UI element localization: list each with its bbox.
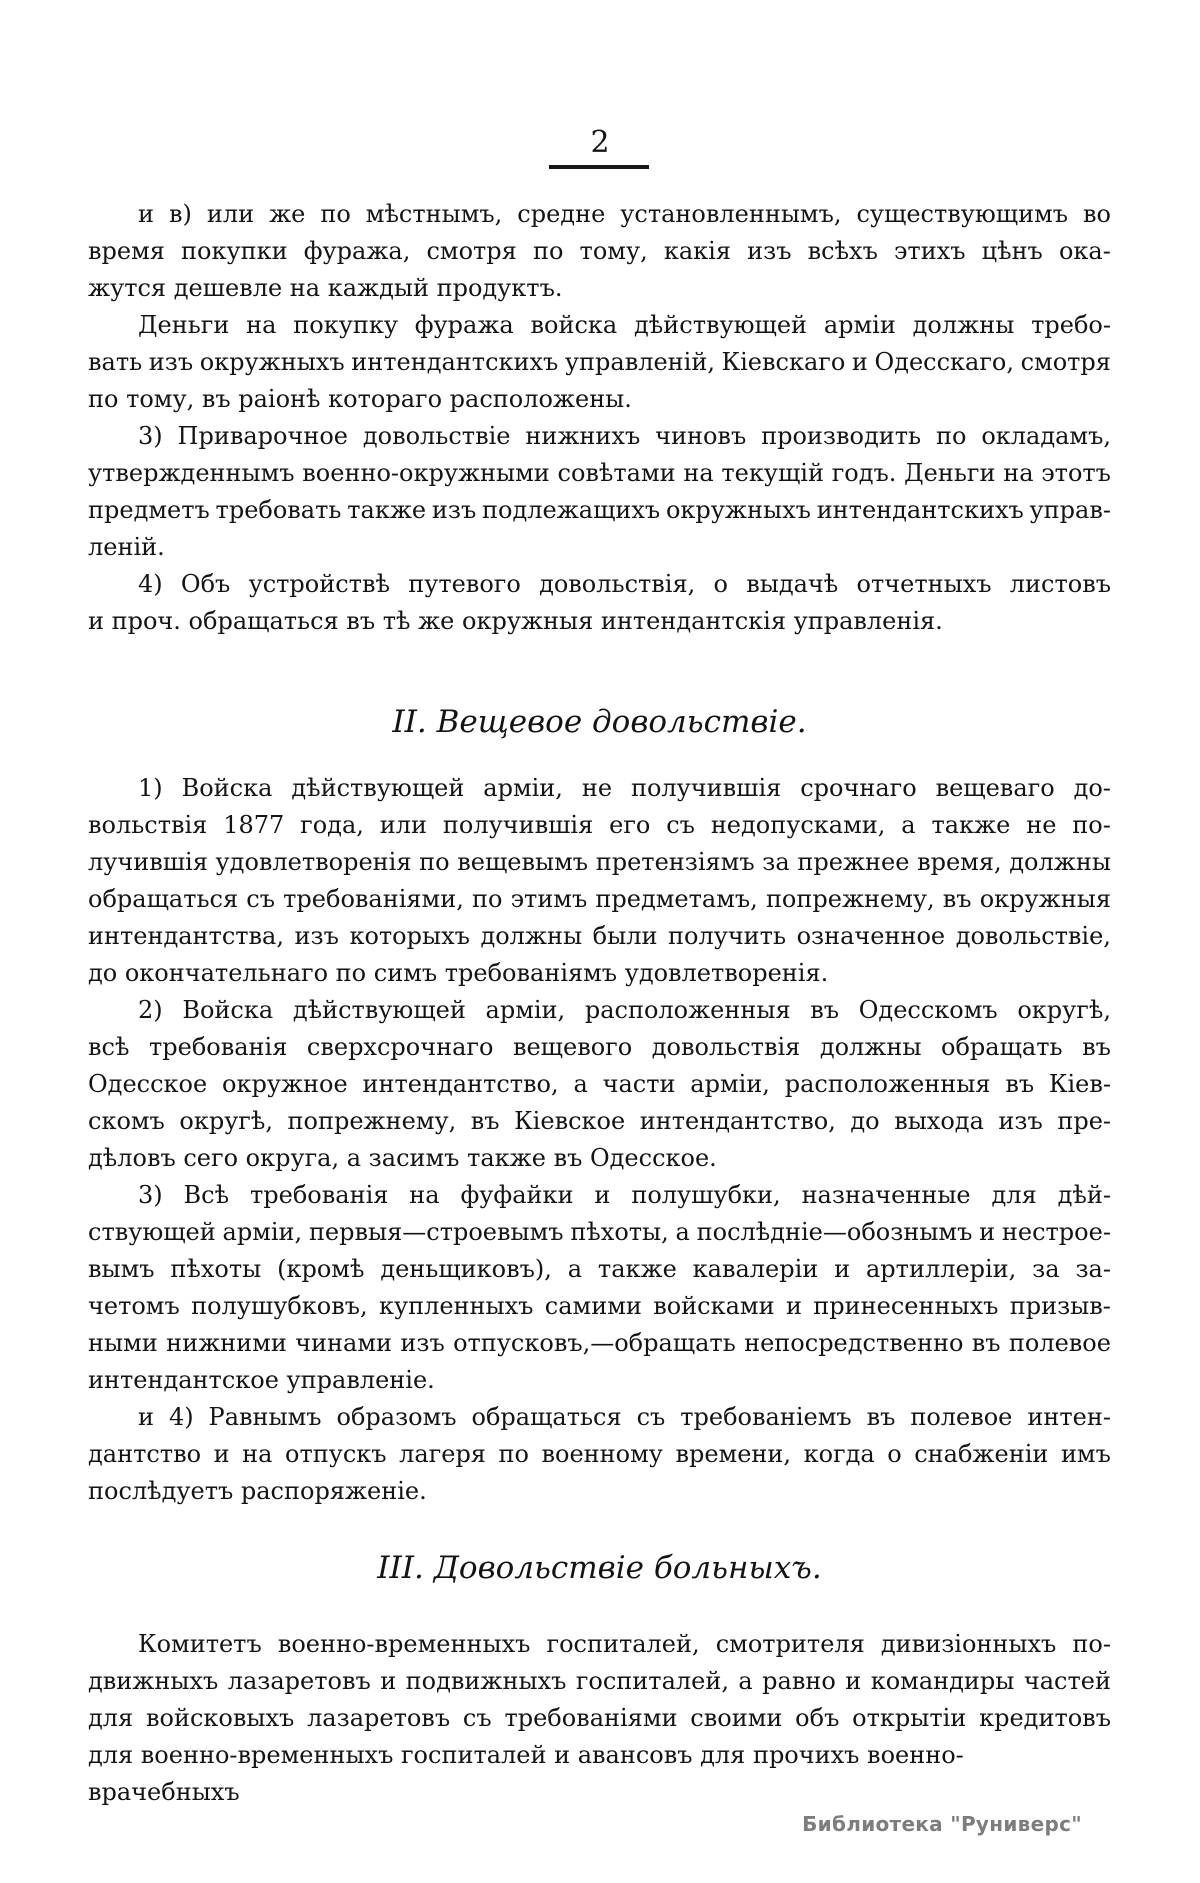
text-line: ствующей арміи, первыя—строевымъ пѣхоты, а послѣдніе—обознымъ и нестрое- — [88, 1218, 1111, 1246]
text-line: вольствія 1877 года, или получившія его съ недопусками, а также не по- — [88, 811, 1111, 839]
text-line: Одесское окружное интендантство, а части арміи, расположенныя въ Кіев- — [88, 1070, 1111, 1098]
text-line: послѣдуетъ распоряженіе. — [88, 1477, 427, 1505]
text-line: интендантское управленіе. — [88, 1366, 435, 1394]
text-line: обращаться съ требованіями, по этимъ предметамъ, попрежнему, въ окружныя — [88, 885, 1111, 913]
paragraph-clothing-2 — [88, 992, 1111, 1177]
text-line: вымъ пѣхоты (кромѣ деньщиковъ), а также кавалеріи и артиллеріи, за за- — [88, 1255, 1111, 1283]
text-line: до окончательнаго по симъ требованіямъ удовлетворенія. — [88, 959, 829, 987]
paragraph-pricing-local — [88, 196, 1111, 307]
text-line: 3) Приварочное довольствіе нижнихъ чиновъ производить по окладамъ, — [138, 422, 1111, 450]
text-line: дѣловъ сего округа, а засимъ также въ Одесское. — [88, 1144, 717, 1172]
paragraph-forage-money — [88, 307, 1111, 418]
text-line: жутся дешевле на каждый продуктъ. — [88, 274, 563, 302]
page-number: 2 — [590, 125, 610, 160]
text-line: всѣ требованія сверхсрочнаго вещевого довольствія должны обращать въ — [88, 1033, 1111, 1061]
text-line: время покупки фуража, смотря по тому, какія изъ всѣхъ этихъ цѣнъ ока- — [88, 237, 1111, 265]
text-line: леній. — [88, 533, 165, 561]
section-heading-3: III. Довольствіе больныхъ. — [377, 1550, 822, 1586]
text-line: Комитетъ военно-временныхъ госпиталей, смотрителя дивизіонныхъ по- — [138, 1630, 1111, 1658]
text-line: скомъ округѣ, попрежнему, въ Кіевское интендантство, до выхода изъ пре- — [88, 1107, 1111, 1135]
paragraph-clothing-1 — [88, 770, 1111, 992]
text-line: утвержденнымъ военно-окружными совѣтами на текущій годъ. Деньги на этотъ — [88, 459, 1111, 487]
text-line: лучившія удовлетворенія по вещевымъ претензіямъ за прежнее время, должны — [88, 848, 1111, 876]
text-line: 1) Войска дѣйствующей арміи, не получившія срочнаго вещеваго до- — [138, 774, 1111, 802]
paragraph-clothing-3 — [88, 1177, 1111, 1399]
page-number-rule — [549, 165, 649, 169]
section-heading-2: II. Вещевое довольствіе. — [392, 704, 807, 740]
paragraph-travel-allowance — [88, 566, 1111, 640]
text-line: 3) Всѣ требованія на фуфайки и полушубки, назначенные для дѣй- — [138, 1181, 1111, 1209]
text-line: движныхъ лазаретовъ и подвижныхъ госпиталей, а равно и командиры частей — [88, 1667, 1111, 1695]
text-line: дантство и на отпускъ лагеря по военному времени, когда о снабженіи имъ — [88, 1440, 1111, 1468]
page-body — [88, 196, 1111, 1806]
text-line: по тому, въ раіонѣ котораго расположены. — [88, 385, 632, 413]
library-watermark: Библиотека "Руниверс" — [802, 1812, 1082, 1836]
paragraph-sick-allowance — [88, 1626, 1111, 1806]
paragraph-clothing-4 — [88, 1399, 1111, 1510]
text-line: для войсковыхъ лазаретовъ съ требованіями своими объ открытіи кредитовъ — [88, 1704, 1111, 1732]
text-line: предметъ требовать также изъ подлежащихъ окружныхъ интендантскихъ управ- — [88, 496, 1111, 524]
text-line: вать изъ окружныхъ интендантскихъ управленій, Кіевскаго и Одесскаго, смотря — [88, 348, 1111, 376]
text-line: четомъ полушубковъ, купленныхъ самими войсками и принесенныхъ призыв- — [88, 1292, 1111, 1320]
text-line: ными нижними чинами изъ отпусковъ,—обращать непосредственно въ полевое — [88, 1329, 1111, 1357]
text-line: интендантства, изъ которыхъ должны были получить означенное довольствіе, — [88, 922, 1111, 950]
text-line: и проч. обращаться въ тѣ же окружныя интендантскія управленія. — [88, 607, 943, 635]
text-line: и в) или же по мѣстнымъ, средне установленнымъ, существующимъ во — [138, 200, 1111, 228]
text-line: и 4) Равнымъ образомъ обращаться съ требованіемъ въ полевое интен- — [138, 1403, 1111, 1431]
text-line: 2) Войска дѣйствующей арміи, расположенныя въ Одесскомъ округѣ, — [138, 996, 1111, 1024]
text-line: для военно-временныхъ госпиталей и авансовъ для прочихъ военно-врачебныхъ — [88, 1741, 964, 1806]
paragraph-ration-allowance — [88, 418, 1111, 566]
text-line: 4) Объ устройствѣ путевого довольствія, о выдачѣ отчетныхъ листовъ — [138, 570, 1111, 598]
text-line: Деньги на покупку фуража войска дѣйствующей арміи должны требо- — [138, 311, 1111, 339]
